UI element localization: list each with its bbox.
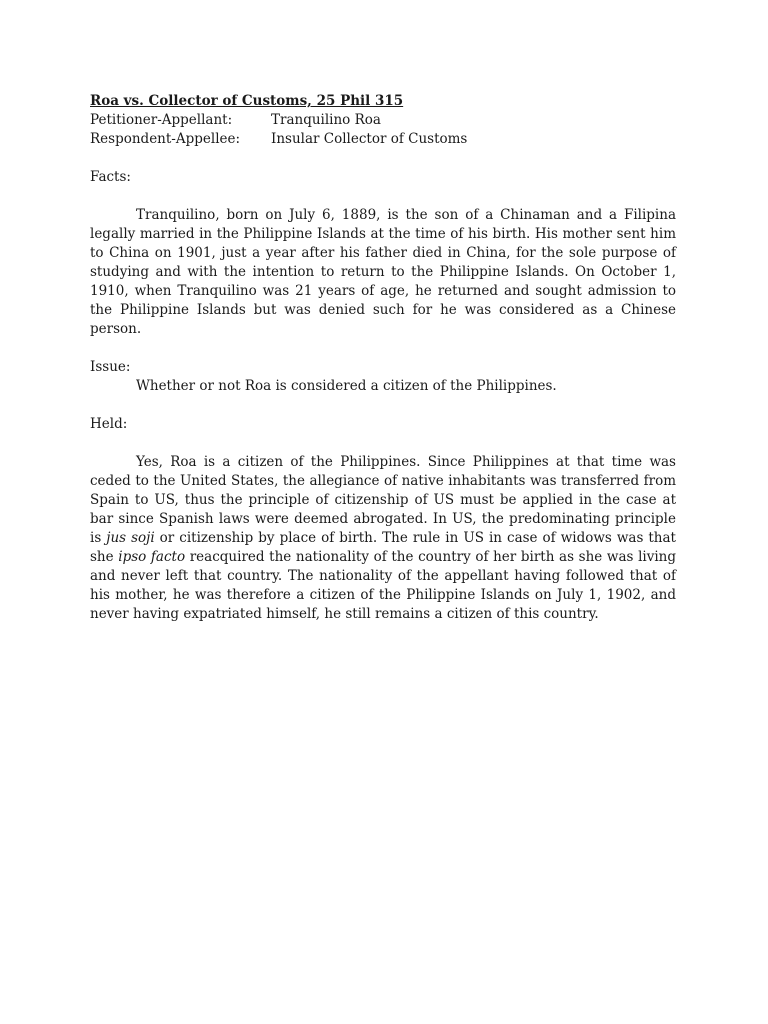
case-title: Roa vs. Collector of Customs, 25 Phil 315 bbox=[90, 93, 404, 109]
document-page bbox=[90, 92, 676, 624]
petitioner-label: Petitioner-Appellant: bbox=[90, 112, 233, 128]
spacer bbox=[90, 339, 676, 358]
held-text-part-3: reacquired the nationality of the country of her birth as she was living and never left that country. The nationality of the appellant having followed that of his mother, he was therefore a citizen of the Philippine Islands on July 1, 1902, and never having expatriated himself, he still remains a citizen of this country. bbox=[90, 549, 677, 622]
held-text-part-1: Yes, Roa is a citizen of the Philippines. Since Philippines at that time was ceded to the United States, the allegiance of native inhabitants was transferred from Spain to US, thus the principle of citizenship of US must be applied in the case at bar since Spanish laws were deemed abrogated. In US, the predominating principle is bbox=[90, 454, 676, 546]
issue-heading: Issue: bbox=[90, 359, 131, 375]
held-term-jus-soji: jus soji bbox=[106, 530, 155, 546]
petitioner-name: Tranquilino Roa bbox=[271, 112, 381, 128]
issue-paragraph: Whether or not Roa is considered a citizen of the Philippines. bbox=[136, 378, 557, 394]
held-term-ipso-facto: ipso facto bbox=[118, 549, 186, 565]
held-paragraph bbox=[90, 453, 676, 624]
spacer bbox=[90, 187, 676, 206]
spacer bbox=[90, 434, 676, 453]
held-heading: Held: bbox=[90, 416, 128, 432]
respondent-label: Respondent-Appellee: bbox=[90, 131, 241, 147]
party-row-petitioner bbox=[90, 111, 676, 130]
facts-heading: Facts: bbox=[90, 169, 131, 185]
held-text-part-2: or citizenship by place of birth. The rule in US in case of widows was that she bbox=[90, 530, 676, 565]
spacer bbox=[90, 396, 676, 415]
respondent-name: Insular Collector of Customs bbox=[271, 131, 468, 147]
facts-paragraph: Tranquilino, born on July 6, 1889, is the son of a Chinaman and a Filipina legally married in the Philippine Islands at the time of his birth. His mother sent him to China on 1901, just a year after his father died in China, for the sole purpose of studying and with the intention to return to the Philippine Islands. On October 1, 1910, when Tranquilino was 21 years of age, he returned and sought admission to the Philippine Islands but was denied such for he was considered as a Chinese person. bbox=[90, 207, 676, 337]
party-row-respondent bbox=[90, 130, 676, 149]
spacer bbox=[90, 149, 676, 168]
